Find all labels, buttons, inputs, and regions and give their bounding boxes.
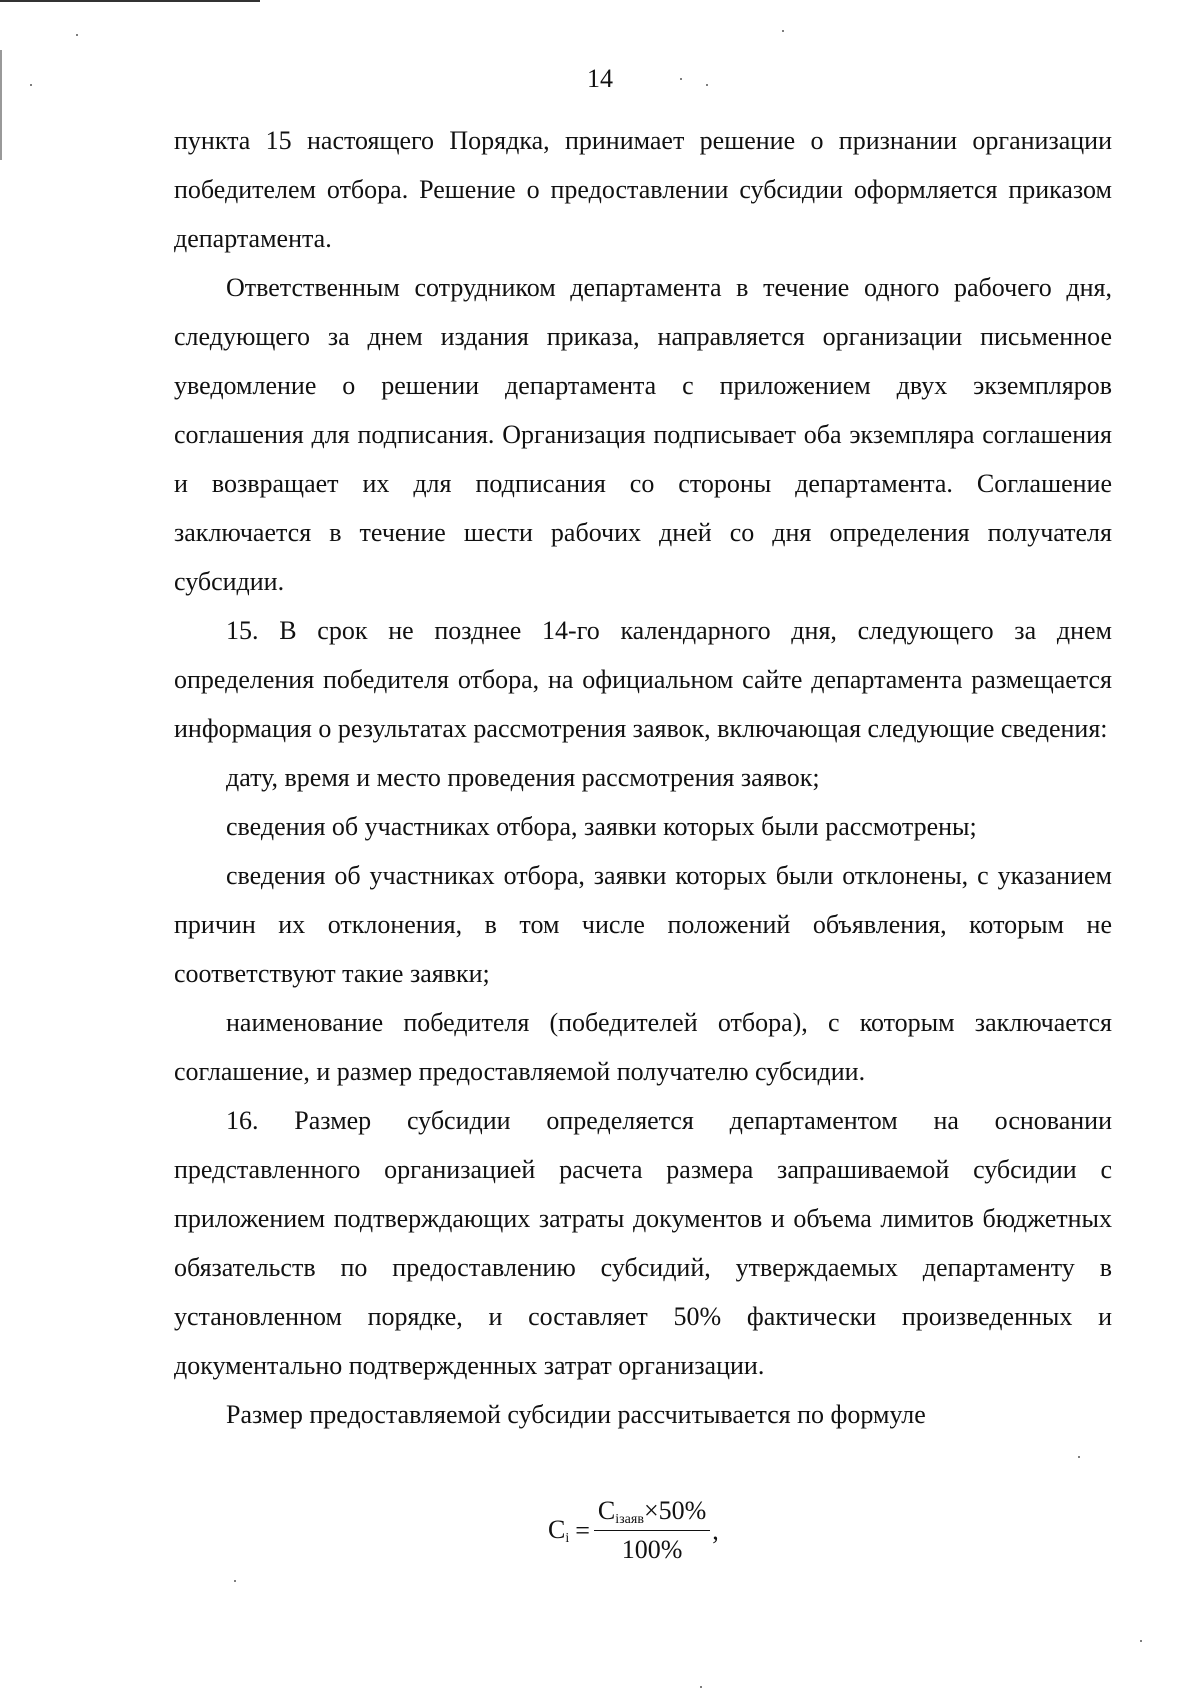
list-item-rejected: сведения об участниках отбора, заявки которых были отклонены, с указанием причин их отклонения, в том числе положений объявления, которым не соответствуют такие заявки; (174, 861, 1112, 988)
top-rule (0, 0, 260, 2)
scan-speck (680, 78, 682, 80)
paragraph-continuation: пункта 15 настоящего Порядка, принимает решение о признании организации победителем отбора. Решение о предоставлении субсидии оформляется приказом департамента. (174, 126, 1112, 253)
paragraph-item-15: 15. В срок не позднее 14-го календарного дня, следующего за днем определения победителя отбора, на официальном сайте департамента размещается информация о результатах рассмотрения заявок, включающая следующие сведения: (174, 616, 1112, 743)
formula-trailing-comma: , (712, 1515, 719, 1545)
paragraph-item-16: 16. Размер субсидии определяется департаментом на основании представленного организацией расчета размера запрашиваемой субсидии с приложением подтверждающих затраты документов и объема лимитов бюджетных обязательств по предоставлению субсидий, утверждаемых департаменту в установленном порядке, и составляет 50% фактически произведенных и документально подтвержденных затрат организации. (174, 1106, 1112, 1380)
list-item-reviewed: сведения об участниках отбора, заявки которых были рассмотрены; (226, 812, 977, 841)
formula-lhs (548, 1515, 569, 1547)
scan-speck (76, 34, 78, 36)
subsidy-formula (548, 1496, 719, 1565)
scan-speck (1078, 1456, 1080, 1458)
formula-denominator: 100% (621, 1535, 683, 1564)
formula-fraction (594, 1496, 710, 1565)
body-text (174, 116, 1112, 1439)
formula-lhs-base: C (548, 1514, 566, 1544)
paragraph-formula-intro: Размер предоставляемой субсидии рассчитывается по формуле (226, 1400, 926, 1429)
paragraph-notification: Ответственным сотрудником департамента в течение одного рабочего дня, следующего за днем издания приказа, направляется организации письменное уведомление о решении департамента с приложением двух экземпляров соглашения для подписания. Организация подписывает оба экземпляра соглашения и возвращает их для подписания со стороны департамента. Соглашение заключается в течение шести рабочих дней со дня определения получателя субсидии. (174, 273, 1112, 596)
list-item-date: дату, время и место проведения рассмотрения заявок; (226, 763, 820, 792)
formula-num-rest: ×50% (643, 1496, 707, 1525)
scan-speck (1140, 1640, 1142, 1642)
scan-speck (782, 30, 784, 32)
formula-lhs-subscript: i (565, 1530, 570, 1546)
page-number: 14 (587, 64, 613, 93)
scan-speck (706, 84, 708, 86)
list-item-winner: наименование победителя (победителей отбора), с которым заключается соглашение, и размер предоставляемой получателю субсидии. (174, 1008, 1112, 1086)
formula-num-subscript: iзаяв (615, 1512, 644, 1527)
formula-equals: = (575, 1515, 590, 1545)
scan-speck (700, 1686, 702, 1688)
formula-num-base: C (597, 1496, 616, 1525)
left-edge-mark (0, 50, 2, 160)
scan-speck (30, 84, 32, 86)
scan-speck (234, 1580, 236, 1582)
formula-numerator (594, 1496, 710, 1531)
